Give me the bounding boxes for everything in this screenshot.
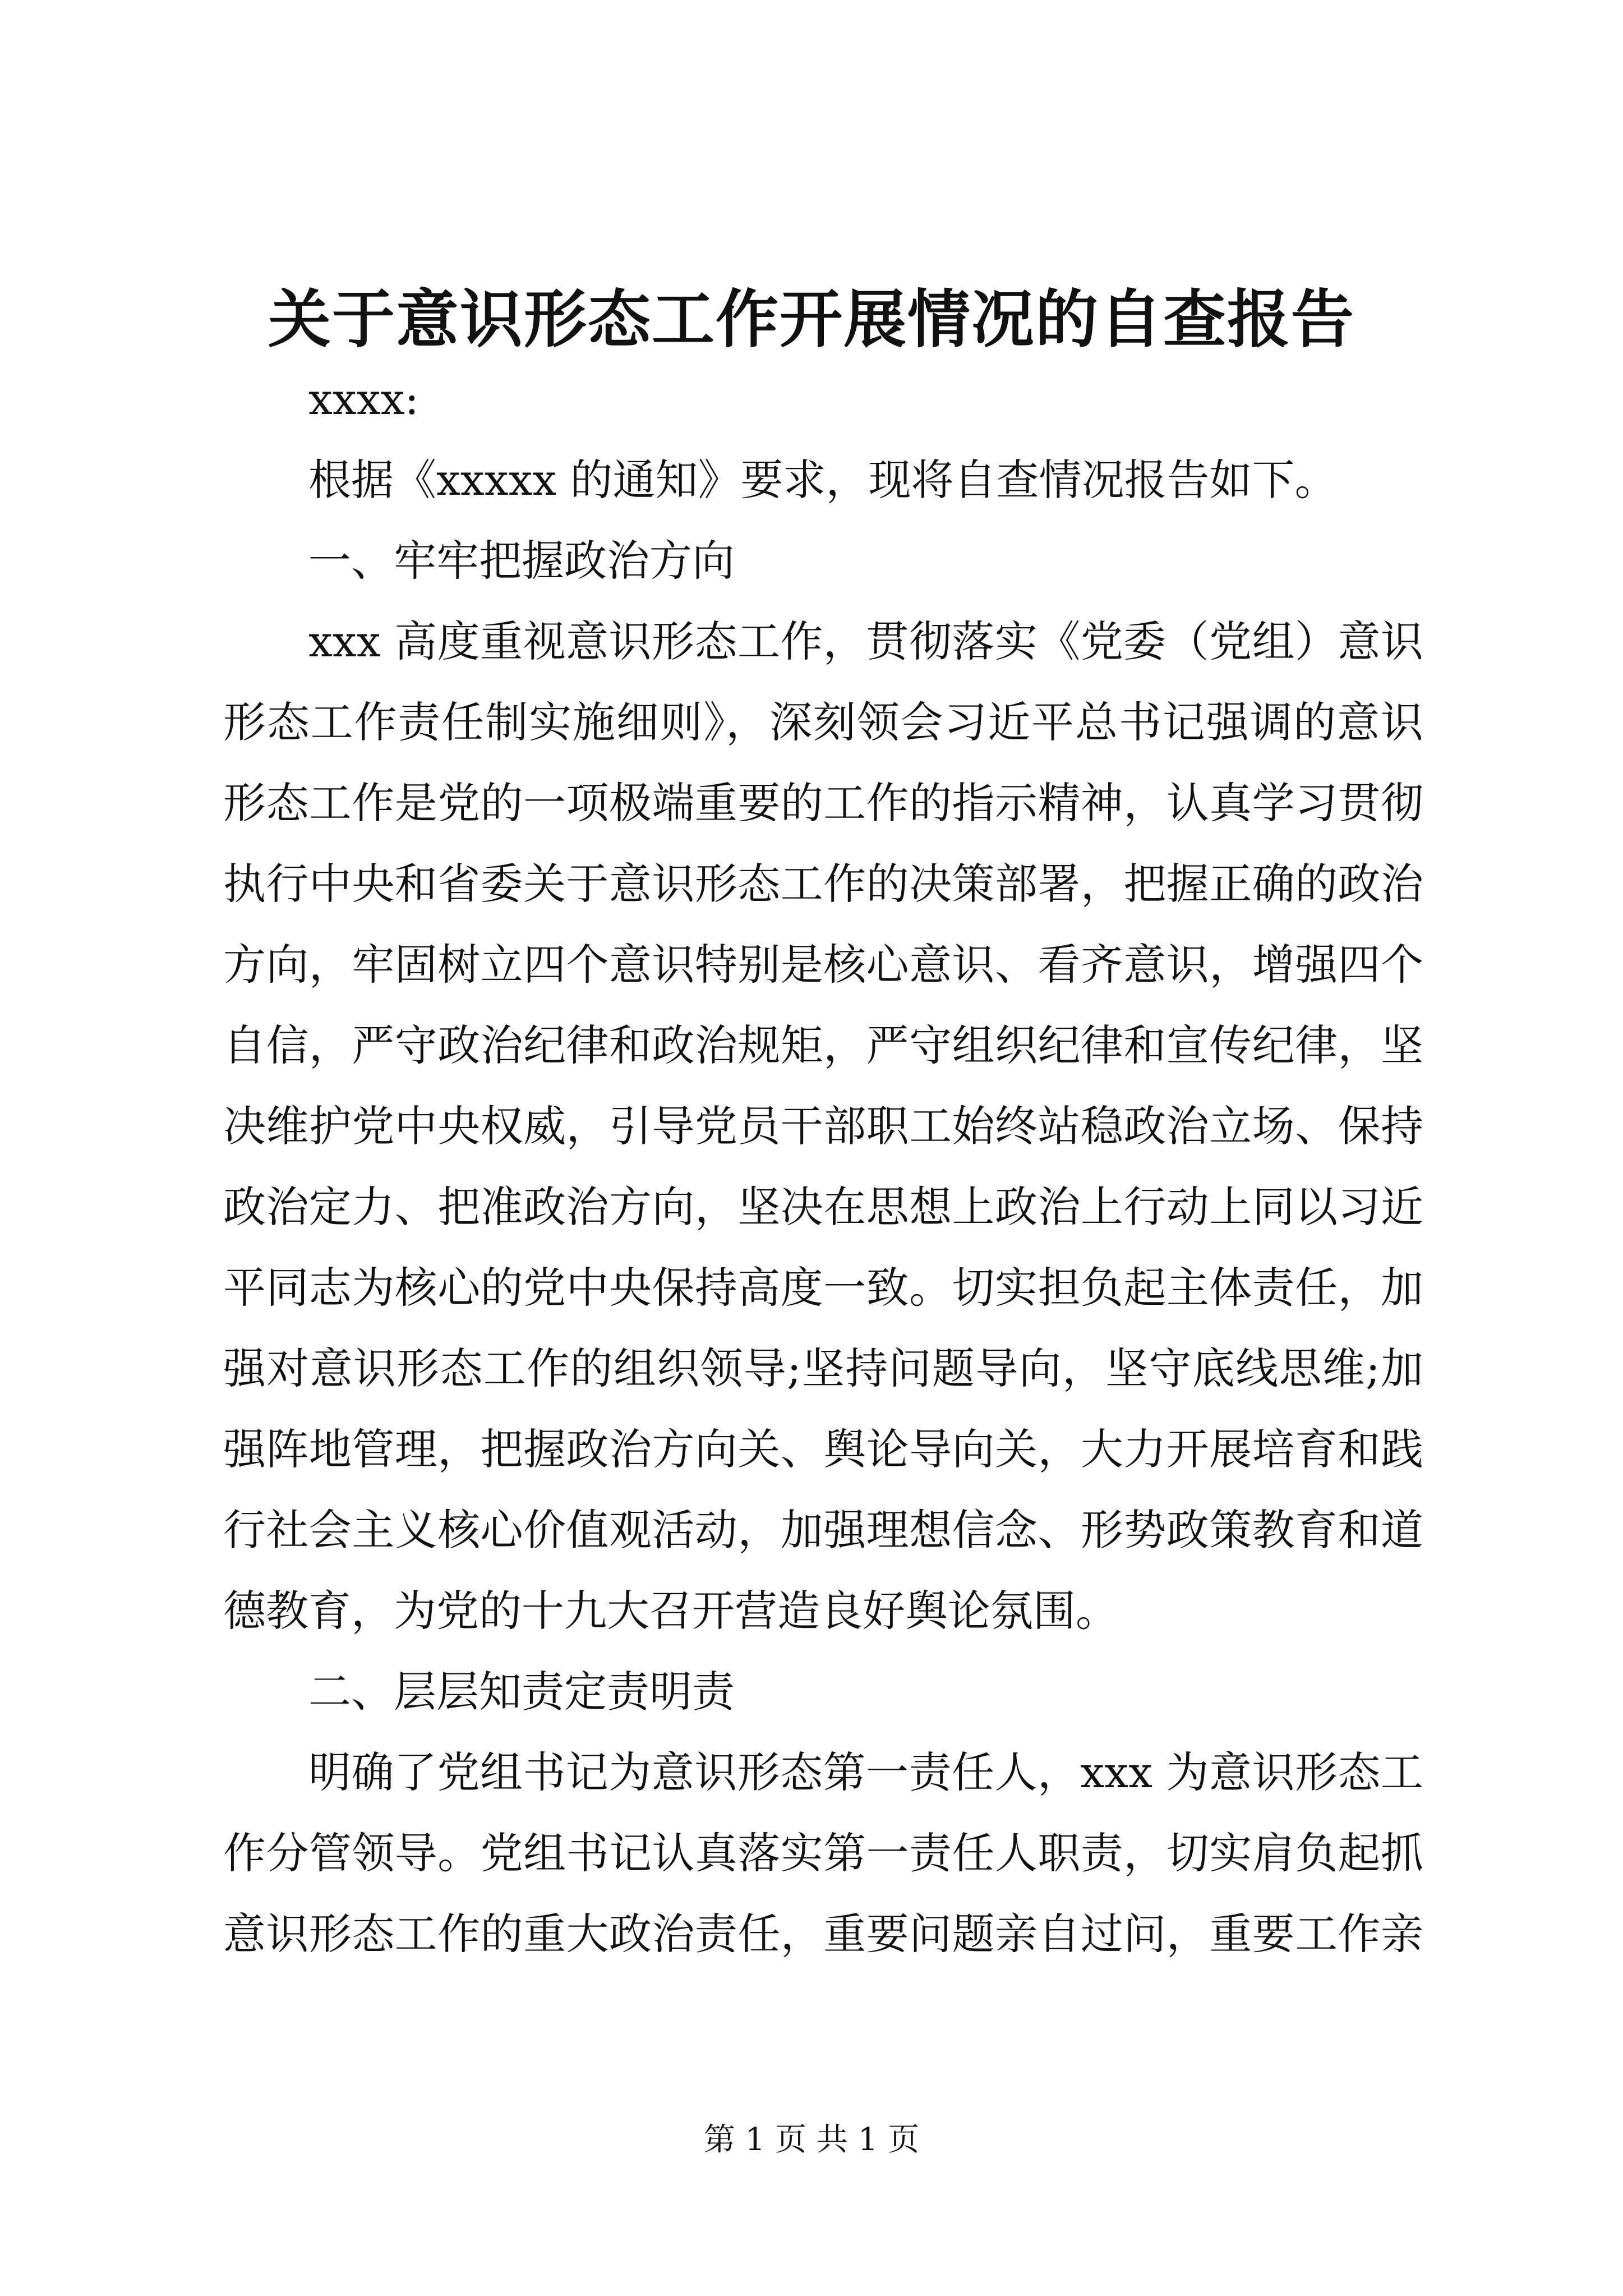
section-1-heading: 一、牢牢把握政治方向 [308,536,735,586]
paragraph-line: 执行中央和省委关于意识形态工作的决策部署，把握正确的政治 [223,859,1423,909]
page-footer: 第 1 页 共 1 页 [703,2122,920,2158]
paragraph-line: 形态工作责任制实施细则》，深刻领会习近平总书记强调的意识 [223,697,1423,747]
paragraph-line: xxx 高度重视意识形态工作，贯彻落实《党委（党组）意识 [308,616,1423,666]
paragraph-line: 明确了党组书记为意识形态第一责任人，xxx 为意识形态工 [308,1747,1423,1797]
salutation: xxxx: [308,374,419,424]
paragraph-line: 作分管领导。党组书记认真落实第一责任人职责，切实肩负起抓 [223,1828,1423,1878]
paragraph-line: 强对意识形态工作的组织领导;坚持问题导向，坚守底线思维;加 [223,1343,1423,1393]
paragraph-line: 形态工作是党的一项极端重要的工作的指示精神，认真学习贯彻 [223,778,1423,828]
paragraph-line: 平同志为核心的党中央保持高度一致。切实担负起主体责任，加 [223,1263,1423,1313]
intro-paragraph: 根据《xxxxx 的通知》要求，现将自查情况报告如下。 [308,455,1338,505]
paragraph-line: 强阵地管理，把握政治方向关、舆论导向关，大力开展培育和践 [223,1424,1423,1474]
paragraph-line: 方向，牢固树立四个意识特别是核心意识、看齐意识，增强四个 [223,940,1423,990]
paragraph-line: 行社会主义核心价值观活动，加强理想信念、形势政策教育和道 [223,1505,1423,1555]
section-2-heading: 二、层层知责定责明责 [308,1667,735,1717]
paragraph-line: 意识形态工作的重大政治责任，重要问题亲自过问，重要工作亲 [223,1909,1423,1959]
document-title: 关于意识形态工作开展情况的自查报告 [268,283,1355,356]
paragraph-line: 自信，严守政治纪律和政治规矩，严守组织纪律和宣传纪律，坚 [223,1020,1423,1070]
paragraph-line: 决维护党中央权威，引导党员干部职工始终站稳政治立场、保持 [223,1101,1423,1151]
document-body [223,359,1423,1975]
paragraph-line: 政治定力、把准政治方向，坚决在思想上政治上行动上同以习近 [223,1182,1423,1232]
paragraph-line: 德教育，为党的十九大召开营造良好舆论氛围。 [223,1586,1118,1636]
